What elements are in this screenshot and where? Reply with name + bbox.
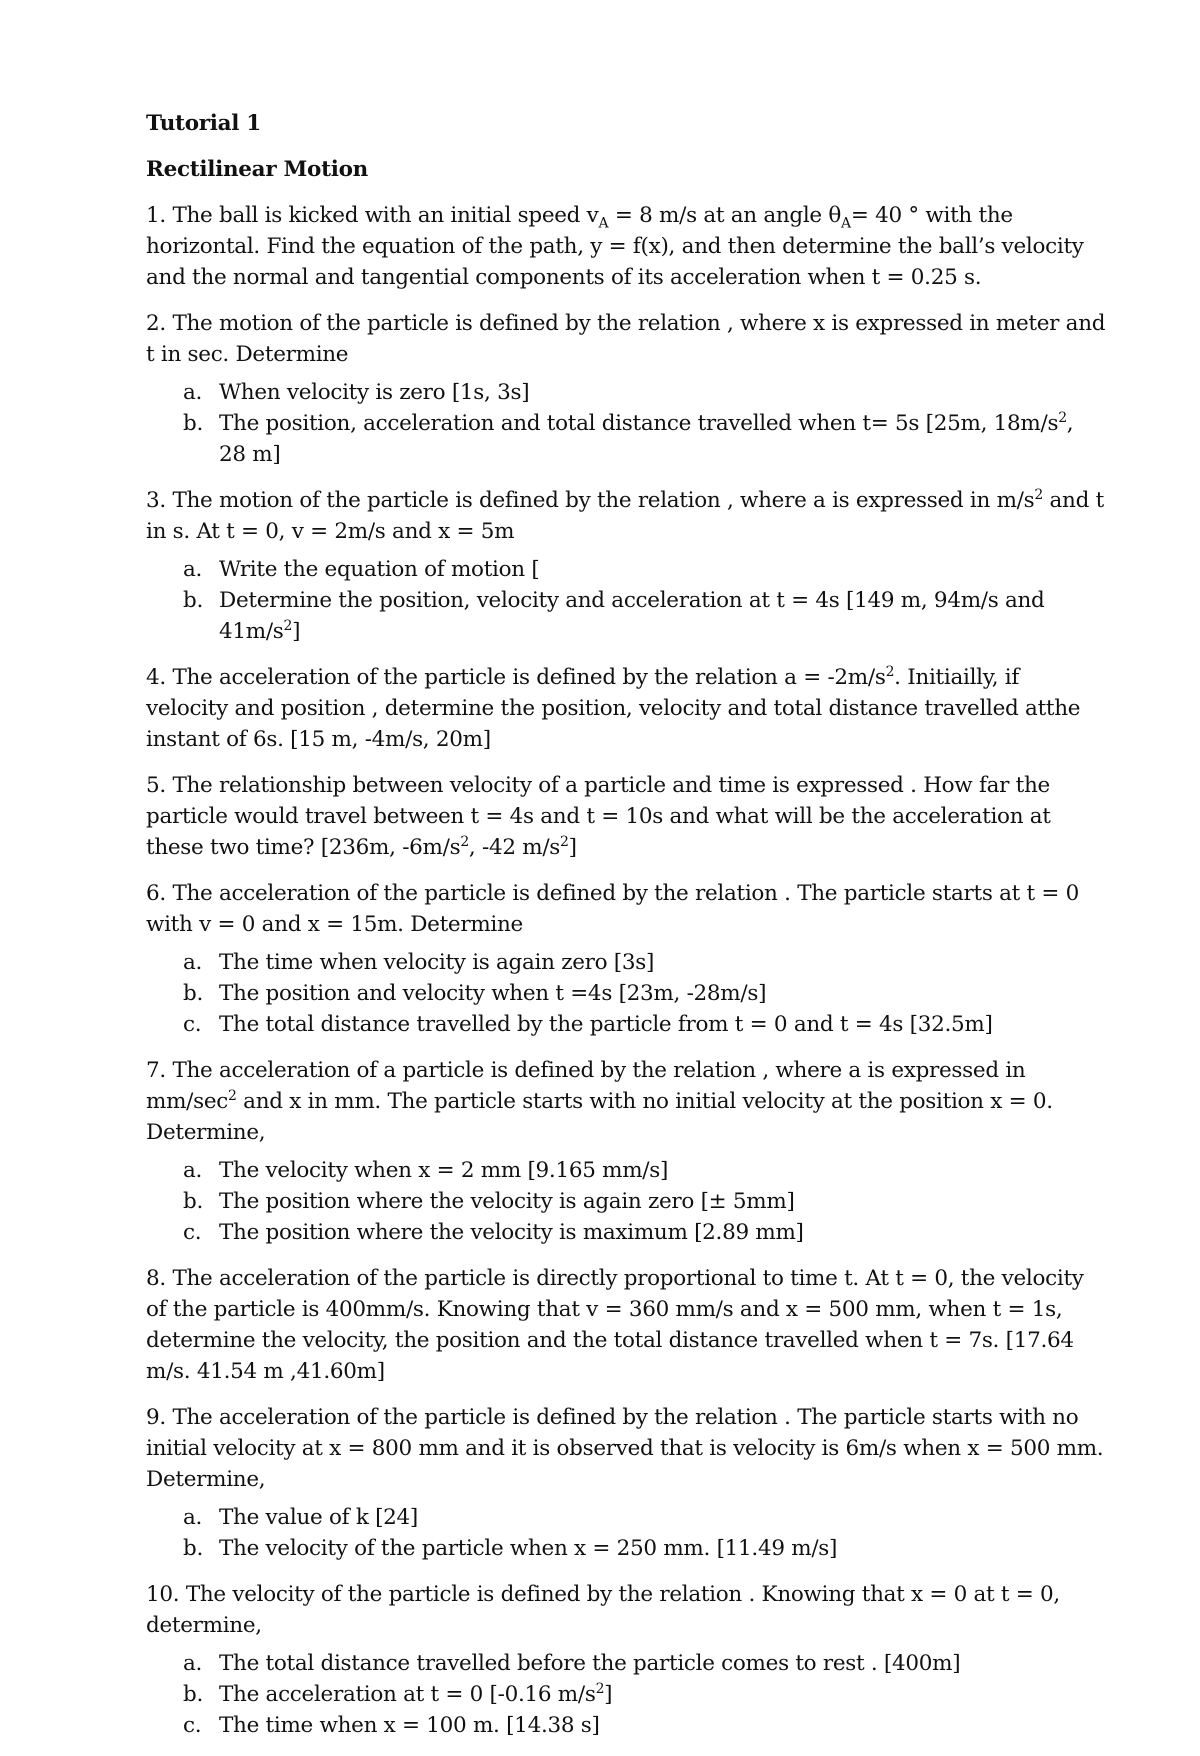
item-text: The position where the velocity is again zero [± 5mm]: [219, 1189, 795, 1214]
item-text: Write the equation of motion [: [219, 557, 540, 582]
question-10: 10. The velocity of the particle is defined by the relation . Knowing that x = 0 at t = 0, determine,: [146, 1582, 1060, 1638]
item-marker: a.: [183, 1505, 203, 1530]
item-text: Determine the position, velocity and acceleration at t = 4s [149 m, 94m/s and 41m/s: [219, 588, 1045, 644]
item-text: The value of k [24]: [219, 1505, 419, 1530]
item-text: The velocity of the particle when x = 250 mm. [11.49 m/s]: [219, 1536, 838, 1561]
item-marker: b.: [183, 588, 203, 613]
item-marker: b.: [183, 1536, 203, 1561]
list-item: [146, 1679, 1106, 1710]
q1-text-a: 1. The ball is kicked with an initial speed v: [146, 203, 599, 228]
q5-text-a: 5. The relationship between velocity of a particle and time is expressed . How far the particle would travel between t = 4s and t = 10s and what will be the acceleration at these two time? [236m, -6m/s: [146, 773, 1051, 860]
question-7-parts: [146, 1155, 1106, 1248]
question-7: [146, 1055, 1106, 1148]
item-tail: ]: [292, 619, 301, 644]
question-8: 8. The acceleration of the particle is directly proportional to time t. At t = 0, the velocity of the particle is 400mm/s. Knowing that v = 360 mm/s and x = 500 mm, when t = 1s, determine the velocity, the position and the total distance travelled when t = 7s. [17.64 m/s. 41.54 m ,41.60m]: [146, 1266, 1084, 1384]
item-sup: 2: [595, 1680, 605, 1697]
item-sup: 2: [283, 617, 293, 634]
question-4: [146, 662, 1106, 755]
q7-text-a: 7. The acceleration of a particle is defined by the relation , where a is expressed in mm/sec: [146, 1058, 1026, 1114]
list-item: [146, 978, 1106, 1009]
question-3: [146, 485, 1106, 547]
item-sup: 2: [1058, 409, 1067, 426]
item-text: The time when x = 100 m. [14.38 s]: [219, 1713, 600, 1738]
item-marker: c.: [183, 1220, 202, 1245]
list-item: [146, 408, 1106, 470]
q7-text-b: and x in mm. The particle starts with no initial velocity at the position x = 0. Determine,: [146, 1089, 1053, 1145]
list-item: [146, 1710, 1106, 1741]
question-3-parts: [146, 554, 1106, 647]
item-text: The total distance travelled before the particle comes to rest . [400m]: [219, 1651, 961, 1676]
list-item: [146, 1502, 1106, 1533]
list-item: [146, 585, 1106, 647]
q3-text-a: 3. The motion of the particle is defined by the relation , where a is expressed in m/s: [146, 488, 1035, 513]
q3-text-b: and t in s. At t = 0, v = 2m/s and x = 5m: [146, 488, 1104, 544]
question-2: 2. The motion of the particle is defined by the relation , where x is expressed in meter and t in sec. Determine: [146, 311, 1106, 367]
list-item: [146, 1217, 1106, 1248]
document-title: Tutorial 1: [146, 111, 261, 136]
q1-sub-1: A: [598, 215, 609, 232]
q1-text-c: = 40 ° with the horizontal. Find the equation of the path, y = f(x), and then determine the ball’s velocity and the normal and tangential components of its acceleration when t = 0.25 s.: [146, 203, 1084, 290]
q5-sup-2: 2: [560, 833, 569, 850]
list-item: [146, 1533, 1106, 1564]
item-marker: b.: [183, 1189, 203, 1214]
document-page: [146, 108, 1106, 1756]
list-item: [146, 554, 1106, 585]
q4-text-b: . Initiailly, if velocity and position , determine the position, velocity and total distance travelled atthe instant of 6s. [15 m, -4m/s, 20m]: [146, 665, 1081, 752]
question-2-parts: [146, 377, 1106, 470]
question-1: [146, 200, 1106, 293]
q7-sup: 2: [228, 1087, 237, 1104]
section-heading: Rectilinear Motion: [146, 157, 368, 182]
question-5: [146, 770, 1106, 863]
item-text: When velocity is zero [1s, 3s]: [219, 380, 530, 405]
q3-sup: 2: [1034, 486, 1043, 503]
item-text: The time when velocity is again zero [3s]: [219, 950, 655, 975]
question-6: 6. The acceleration of the particle is defined by the relation . The particle starts at t = 0 with v = 0 and x = 15m. Determine: [146, 881, 1079, 937]
item-text: The acceleration at t = 0 [-0.16 m/s: [219, 1682, 596, 1707]
question-9-parts: [146, 1502, 1106, 1564]
item-marker: b.: [183, 981, 203, 1006]
item-marker: a.: [183, 1158, 203, 1183]
question-9: 9. The acceleration of the particle is defined by the relation . The particle starts with no initial velocity at x = 800 mm and it is observed that is velocity is 6m/s when x = 500 mm. Determine,: [146, 1405, 1104, 1492]
list-item: [146, 1155, 1106, 1186]
q5-text-c: ]: [568, 835, 577, 860]
item-text: The position, acceleration and total distance travelled when t= 5s [25m, 18m/s: [219, 411, 1059, 436]
item-marker: c.: [183, 1713, 202, 1738]
list-item: [146, 1009, 1106, 1040]
question-10-parts: [146, 1648, 1106, 1741]
item-marker: a.: [183, 380, 203, 405]
item-marker: a.: [183, 557, 203, 582]
item-text: The velocity when x = 2 mm [9.165 mm/s]: [219, 1158, 669, 1183]
item-tail: ]: [604, 1682, 613, 1707]
item-marker: b.: [183, 1682, 203, 1707]
q1-text-b: = 8 m/s at an angle θ: [608, 203, 842, 228]
item-marker: c.: [183, 1012, 202, 1037]
item-marker: b.: [183, 411, 203, 436]
list-item: [146, 1186, 1106, 1217]
item-marker: a.: [183, 1651, 203, 1676]
q5-sup-1: 2: [460, 833, 469, 850]
q1-sub-2: A: [841, 215, 851, 232]
item-tail: , 28 m]: [219, 411, 1074, 467]
q5-text-b: , -42 m/s: [468, 835, 561, 860]
list-item: [146, 377, 1106, 408]
q4-text-a: 4. The acceleration of the particle is defined by the relation a = -2m/s: [146, 665, 886, 690]
list-item: [146, 947, 1106, 978]
item-text: The total distance travelled by the particle from t = 0 and t = 4s [32.5m]: [219, 1012, 993, 1037]
item-text: The position where the velocity is maximum [2.89 mm]: [219, 1220, 804, 1245]
item-marker: a.: [183, 950, 203, 975]
question-6-parts: [146, 947, 1106, 1040]
item-text: The position and velocity when t =4s [23m, -28m/s]: [219, 981, 767, 1006]
list-item: [146, 1648, 1106, 1679]
q4-sup: 2: [885, 663, 895, 680]
